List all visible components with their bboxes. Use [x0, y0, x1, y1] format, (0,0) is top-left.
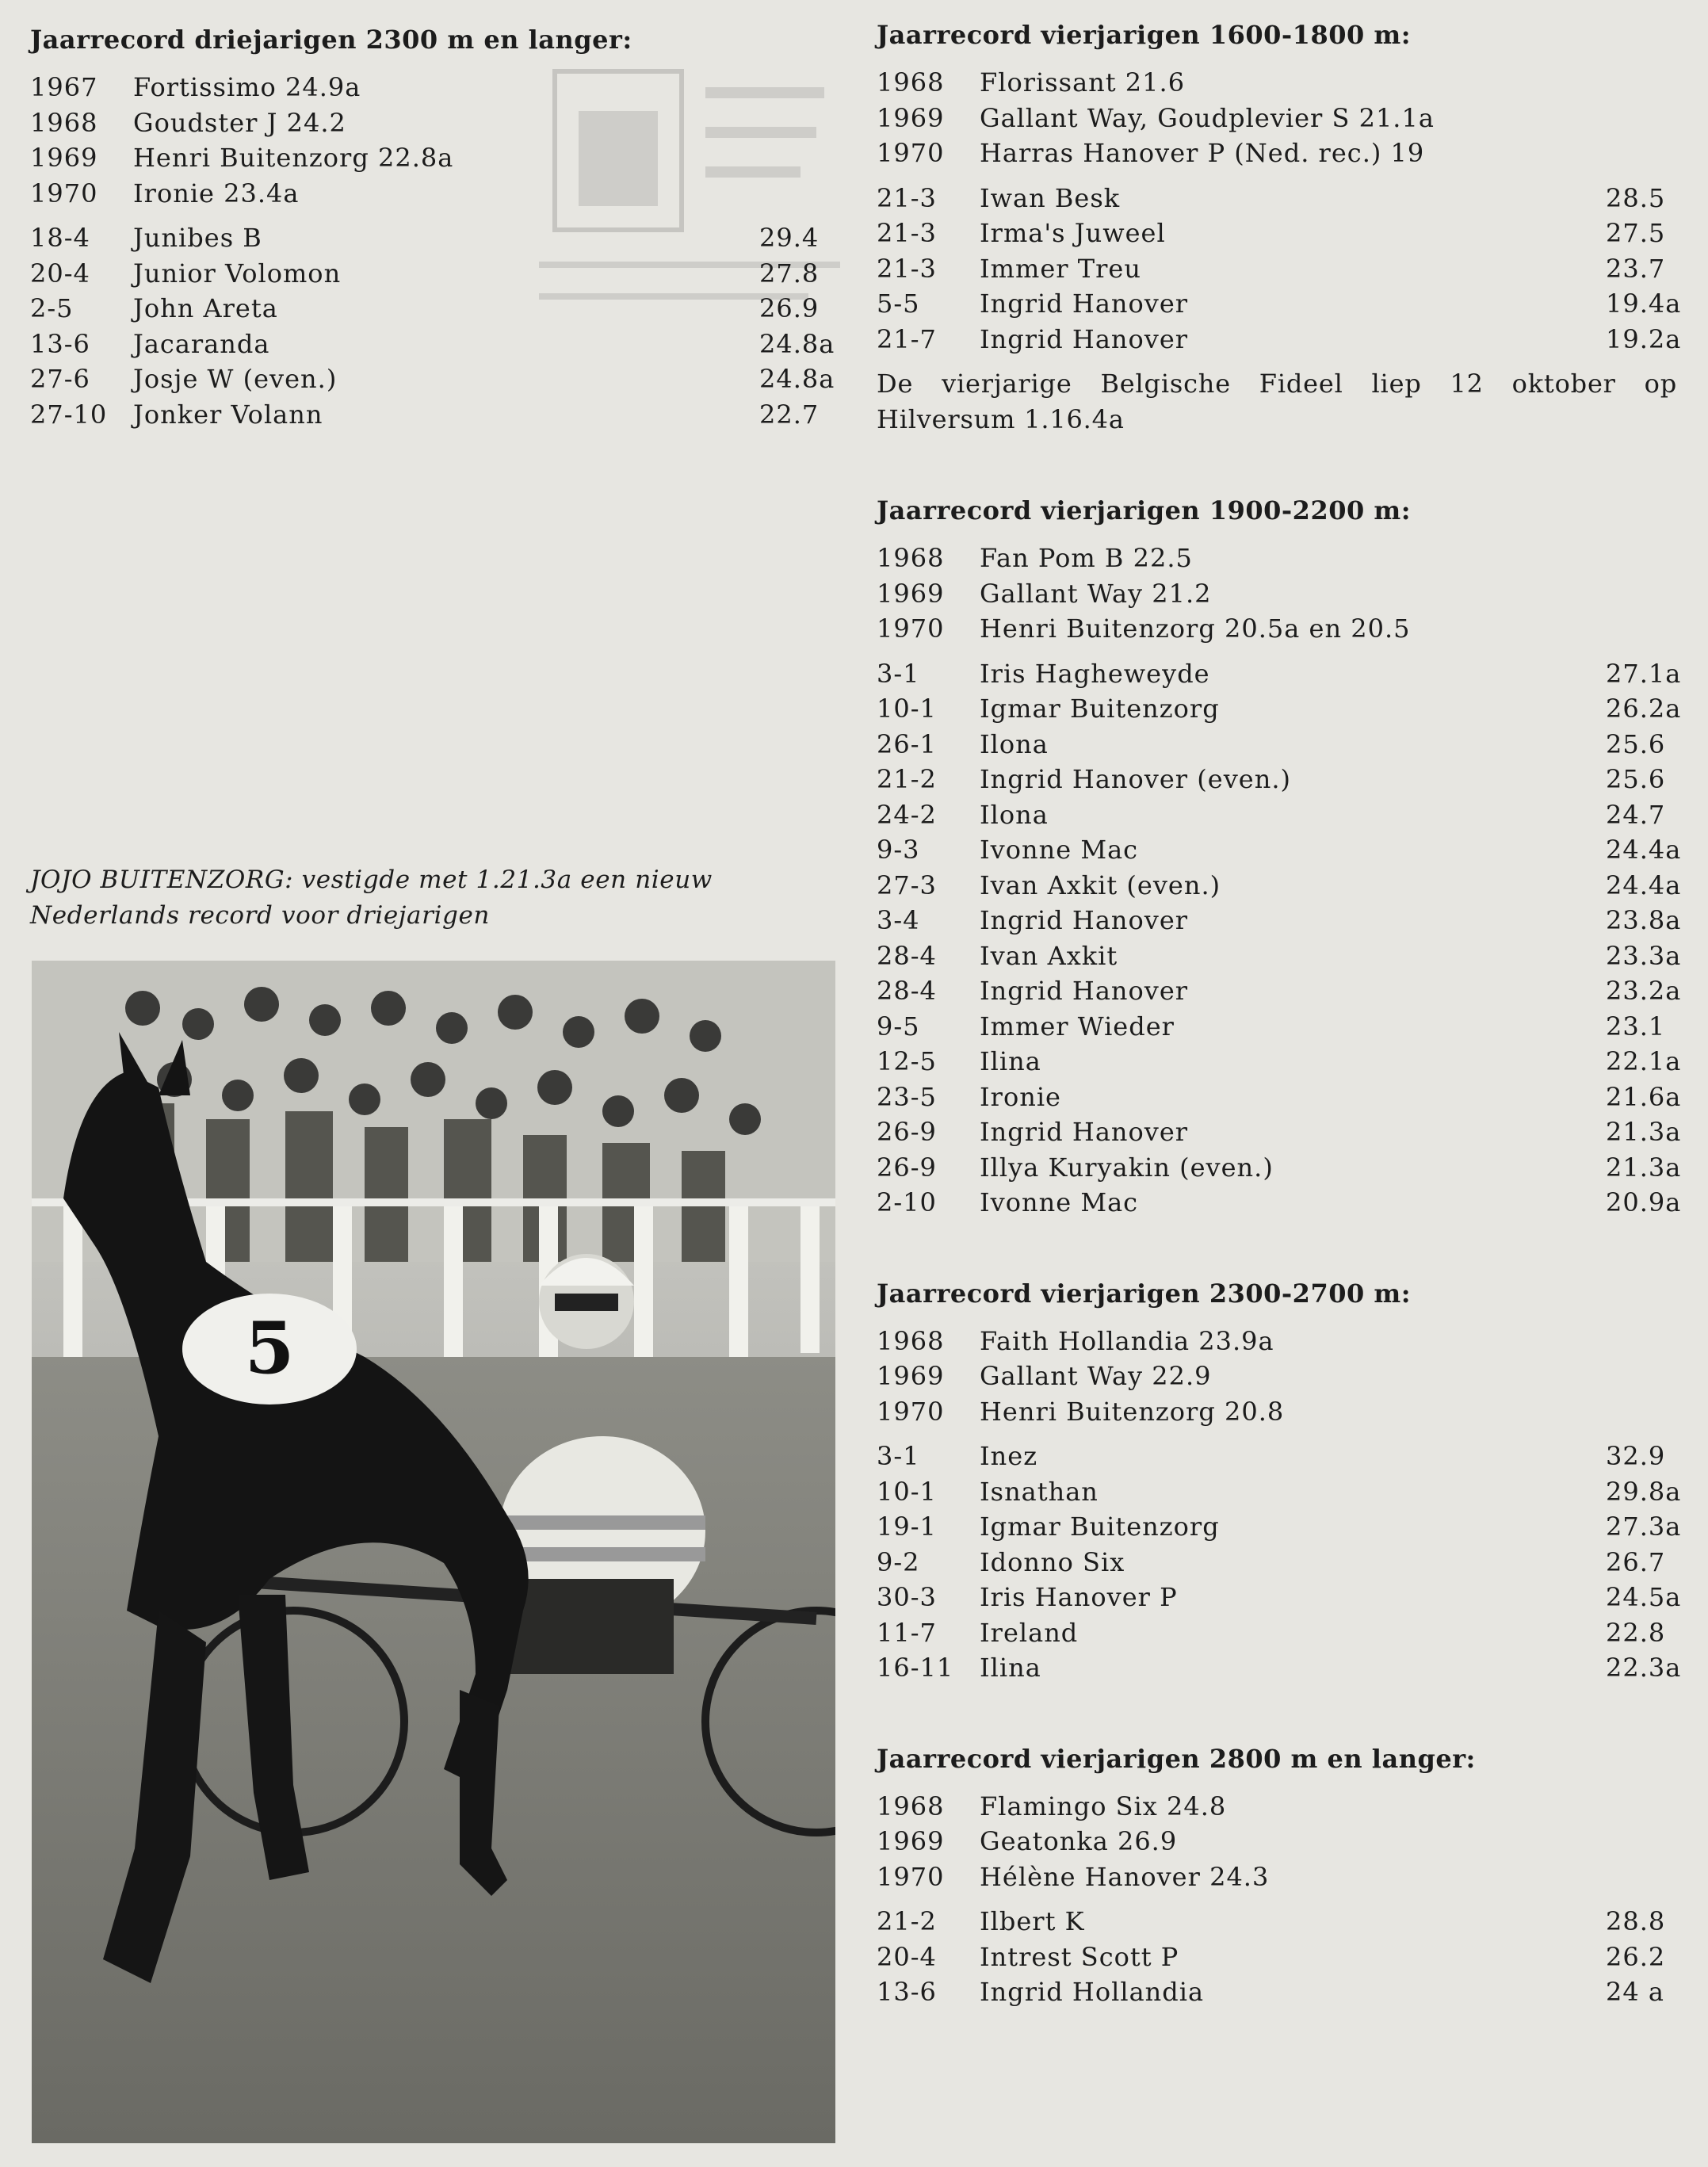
result-time: 27.8 [759, 258, 820, 289]
result-name: Igmar Buitenzorg [980, 1512, 1220, 1542]
result-time: 24.4a [1606, 869, 1682, 900]
result-time: 19.2a [1606, 323, 1682, 354]
result-date: 21-3 [877, 253, 937, 284]
result-name: Ivonne Mac [980, 1187, 1139, 1217]
horse-sulky-illustration [32, 961, 835, 2143]
history-row [877, 65, 1677, 101]
result-row [877, 727, 1677, 762]
result-time: 27.1a [1606, 658, 1682, 689]
result-row [30, 361, 835, 397]
result-date: 21-2 [877, 764, 937, 794]
result-row [877, 1114, 1682, 1150]
result-time: 28.8 [1606, 1906, 1666, 1936]
history-year: 1970 [877, 138, 945, 168]
result-time: 20.9a [1606, 1187, 1682, 1217]
section-title: Jaarrecord vierjarigen 2800 m en langer: [877, 1743, 1476, 1774]
result-date: 3-4 [877, 905, 920, 935]
history-list [877, 1789, 1677, 1895]
result-row [30, 291, 831, 327]
result-row [877, 1185, 1682, 1221]
result-row [877, 797, 1677, 833]
result-date: 21-3 [877, 218, 937, 248]
result-time: 24.4a [1606, 835, 1682, 865]
result-date: 12-5 [877, 1046, 937, 1076]
result-name: Ingrid Hollandia [980, 1977, 1205, 2007]
result-name: Ilona [980, 799, 1049, 830]
result-time: 27.5 [1606, 218, 1666, 248]
result-date: 18-4 [30, 223, 90, 253]
history-list [877, 541, 1677, 647]
record-section [877, 1221, 1682, 1686]
result-time: 32.9 [1606, 1441, 1666, 1471]
result-name: Josje W (even.) [133, 364, 338, 394]
result-time: 22.3a [1606, 1653, 1682, 1683]
result-row [877, 181, 1677, 216]
result-name: Ingrid Hanover [980, 905, 1189, 935]
result-name: Ilbert K [980, 1906, 1085, 1936]
result-row [30, 220, 831, 256]
history-year: 1969 [877, 578, 945, 609]
history-year: 1968 [877, 1791, 945, 1821]
history-row [30, 140, 831, 176]
history-text: Gallant Way 22.9 [980, 1361, 1212, 1391]
result-name: Iris Hanover P [980, 1582, 1178, 1612]
result-name: Ivonne Mac [980, 835, 1139, 865]
result-row [877, 322, 1682, 357]
history-text: Faith Hollandia 23.9a [980, 1325, 1274, 1356]
result-date: 21-3 [877, 182, 937, 213]
result-name: Ivan Axkit (even.) [980, 869, 1221, 900]
result-time: 23.3a [1606, 940, 1682, 971]
result-row [877, 1580, 1682, 1615]
result-date: 21-2 [877, 1906, 937, 1936]
result-row [30, 256, 831, 292]
history-text: Henri Buitenzorg 20.8 [980, 1396, 1285, 1427]
result-time: 25.6 [1606, 728, 1666, 759]
result-date: 28-4 [877, 940, 937, 971]
result-time: 28.5 [1606, 182, 1666, 213]
history-text: Goudster J 24.2 [133, 107, 346, 138]
result-name: Idonno Six [980, 1546, 1125, 1577]
caption-line: Nederlands record voor driejarigen [30, 901, 490, 930]
result-date: 13-6 [877, 1977, 937, 2007]
result-row [30, 397, 831, 433]
result-date: 3-1 [877, 1441, 920, 1471]
result-name: Ingrid Hanover (even.) [980, 764, 1291, 794]
result-row [877, 1009, 1677, 1045]
result-date: 10-1 [877, 1476, 937, 1507]
history-row [877, 1359, 1677, 1394]
results-list [30, 220, 835, 432]
section-title: Jaarrecord driejarigen 2300 m en langer: [30, 25, 632, 55]
history-row [877, 576, 1677, 612]
section-title: Jaarrecord vierjarigen 1600-1800 m: [877, 20, 1412, 50]
result-date: 9-2 [877, 1546, 920, 1577]
result-name: Irma's Juweel [980, 218, 1166, 248]
result-row [877, 1509, 1682, 1545]
result-name: Jonker Volann [133, 399, 323, 430]
saddle-cloth-number: 5 [244, 1306, 295, 1390]
result-time: 22.1a [1606, 1046, 1682, 1076]
result-name: Immer Wieder [980, 1011, 1175, 1041]
result-name: Ilina [980, 1653, 1041, 1683]
result-time: 26.7 [1606, 1546, 1666, 1577]
history-row [30, 105, 831, 141]
result-row [877, 1650, 1682, 1686]
result-date: 9-3 [877, 835, 920, 865]
result-name: Iris Hagheweyde [980, 658, 1210, 689]
history-row [877, 541, 1677, 576]
result-row [877, 1150, 1682, 1186]
result-date: 11-7 [877, 1617, 937, 1648]
history-year: 1968 [877, 67, 945, 97]
result-time: 24 a [1606, 1977, 1664, 2007]
result-row [877, 1474, 1682, 1510]
history-year: 1969 [877, 1826, 945, 1856]
result-date: 19-1 [877, 1512, 937, 1542]
history-year: 1969 [877, 1361, 945, 1391]
history-list [877, 65, 1677, 171]
result-time: 23.1 [1606, 1011, 1666, 1041]
race-photo [32, 961, 835, 2143]
result-time: 24.8a [759, 328, 835, 359]
history-list [30, 70, 831, 211]
result-time: 21.3a [1606, 1152, 1682, 1183]
result-time: 27.3a [1606, 1512, 1682, 1542]
record-section [877, 0, 1682, 438]
result-date: 26-1 [877, 728, 937, 759]
result-row [877, 868, 1682, 904]
result-time: 23.2a [1606, 976, 1682, 1006]
result-date: 21-7 [877, 323, 937, 354]
result-date: 2-10 [877, 1187, 937, 1217]
result-name: Ingrid Hanover [980, 976, 1189, 1006]
result-date: 16-11 [877, 1653, 954, 1683]
result-date: 26-9 [877, 1152, 937, 1183]
result-row [877, 251, 1677, 287]
result-row [877, 1044, 1682, 1080]
history-text: Ironie 23.4a [133, 178, 300, 208]
history-year: 1970 [877, 1861, 945, 1892]
history-text: Harras Hanover P (Ned. rec.) 19 [980, 138, 1425, 168]
result-name: Jacaranda [133, 328, 270, 359]
result-date: 28-4 [877, 976, 937, 1006]
history-row [877, 1324, 1677, 1359]
results-list [877, 1904, 1677, 2010]
result-name: Ilina [980, 1046, 1041, 1076]
history-text: Fan Pom B 22.5 [980, 543, 1193, 573]
result-time: 29.4 [759, 223, 820, 253]
result-date: 5-5 [877, 289, 920, 319]
record-section [877, 1686, 1677, 2010]
section-title: Jaarrecord vierjarigen 1900-2200 m: [877, 495, 1412, 526]
result-name: Iwan Besk [980, 182, 1121, 213]
result-time: 21.3a [1606, 1117, 1682, 1147]
result-row [877, 1439, 1677, 1474]
history-text: Fortissimo 24.9a [133, 72, 361, 102]
history-text: Henri Buitenzorg 20.5a en 20.5 [980, 613, 1411, 644]
result-row [877, 656, 1682, 692]
right-column [877, 0, 1682, 2010]
history-year: 1968 [877, 543, 945, 573]
history-text: Geatonka 26.9 [980, 1826, 1178, 1856]
result-date: 3-1 [877, 658, 920, 689]
result-row [877, 973, 1682, 1009]
result-time: 26.2 [1606, 1941, 1666, 1972]
history-row [877, 611, 1677, 647]
result-date: 10-1 [877, 694, 937, 724]
result-date: 13-6 [30, 328, 90, 359]
result-name: Intrest Scott P [980, 1941, 1179, 1972]
result-time: 24.5a [1606, 1582, 1682, 1612]
result-row [877, 1545, 1677, 1580]
results-list [877, 656, 1682, 1221]
history-text: Gallant Way, Goudplevier S 21.1a [980, 102, 1435, 133]
result-name: Ironie [980, 1081, 1061, 1112]
result-time: 22.8 [1606, 1617, 1666, 1648]
result-name: Ingrid Hanover [980, 323, 1189, 354]
result-name: Ilona [980, 728, 1049, 759]
left-column [30, 0, 835, 432]
history-text: Henri Buitenzorg 22.8a [133, 143, 454, 173]
result-name: John Areta [133, 293, 278, 323]
history-row [30, 70, 831, 105]
history-year: 1968 [30, 107, 98, 138]
history-text: Hélène Hanover 24.3 [980, 1861, 1270, 1892]
result-time: 23.8a [1606, 905, 1682, 935]
result-date: 2-5 [30, 293, 74, 323]
history-year: 1970 [877, 1396, 945, 1427]
history-list [877, 1324, 1677, 1430]
photo-caption [30, 862, 831, 934]
result-row [877, 903, 1682, 938]
result-date: 27-3 [877, 869, 937, 900]
result-row [877, 286, 1682, 322]
result-name: Ireland [980, 1617, 1079, 1648]
result-date: 30-3 [877, 1582, 937, 1612]
history-row [877, 1824, 1677, 1859]
history-row [30, 176, 831, 212]
history-text: Gallant Way 21.2 [980, 578, 1212, 609]
result-name: Ingrid Hanover [980, 1117, 1189, 1147]
result-row [877, 1904, 1677, 1940]
result-date: 26-9 [877, 1117, 937, 1147]
result-name: Igmar Buitenzorg [980, 694, 1220, 724]
result-row [877, 1974, 1677, 2010]
result-name: Junibes B [133, 223, 262, 253]
history-year: 1970 [877, 613, 945, 644]
result-time: 24.8a [759, 364, 835, 394]
result-time: 25.6 [1606, 764, 1666, 794]
result-date: 24-2 [877, 799, 937, 830]
result-row [877, 1615, 1677, 1651]
result-date: 20-4 [877, 1941, 937, 1972]
record-section [877, 438, 1682, 1221]
history-text: Florissant 21.6 [980, 67, 1186, 97]
result-time: 21.6a [1606, 1081, 1682, 1112]
result-row [30, 327, 835, 362]
history-year: 1967 [30, 72, 98, 102]
history-year: 1968 [877, 1325, 945, 1356]
history-row [877, 101, 1677, 136]
result-date: 20-4 [30, 258, 90, 289]
result-row [877, 762, 1677, 797]
result-row [877, 691, 1682, 727]
result-row [877, 1080, 1682, 1115]
history-row [877, 1859, 1677, 1895]
history-year: 1969 [877, 102, 945, 133]
history-text: Flamingo Six 24.8 [980, 1791, 1227, 1821]
result-name: Isnathan [980, 1476, 1099, 1507]
result-name: Ivan Axkit [980, 940, 1118, 971]
history-row [877, 136, 1677, 171]
result-name: Illya Kuryakin (even.) [980, 1152, 1274, 1183]
history-year: 1970 [30, 178, 98, 208]
results-list [877, 1439, 1682, 1686]
section-title: Jaarrecord vierjarigen 2300-2700 m: [877, 1278, 1412, 1309]
result-time: 23.7 [1606, 253, 1666, 284]
history-row [877, 1789, 1677, 1825]
caption-line: JOJO BUITENZORG: vestigde met 1.21.3a een nieuw [30, 866, 713, 894]
result-row [877, 216, 1677, 251]
result-date: 27-6 [30, 364, 90, 394]
result-name: Ingrid Hanover [980, 289, 1189, 319]
results-list [877, 181, 1682, 357]
history-year: 1969 [30, 143, 98, 173]
result-time: 24.7 [1606, 799, 1666, 830]
result-name: Junior Volomon [133, 258, 342, 289]
result-date: 9-5 [877, 1011, 920, 1041]
result-date: 23-5 [877, 1081, 937, 1112]
result-date: 27-10 [30, 399, 108, 430]
result-time: 26.9 [759, 293, 820, 323]
result-name: Inez [980, 1441, 1038, 1471]
result-name: Immer Treu [980, 253, 1141, 284]
result-row [877, 938, 1682, 974]
result-time: 26.2a [1606, 694, 1682, 724]
result-time: 22.7 [759, 399, 820, 430]
result-time: 19.4a [1606, 289, 1682, 319]
result-time: 29.8a [1606, 1476, 1682, 1507]
section-note: De vierjarige Belgische Fideel liep 12 oktober op Hilversum 1.16.4a [877, 369, 1677, 434]
history-row [877, 1394, 1677, 1430]
result-row [877, 1940, 1677, 1975]
result-row [877, 832, 1682, 868]
